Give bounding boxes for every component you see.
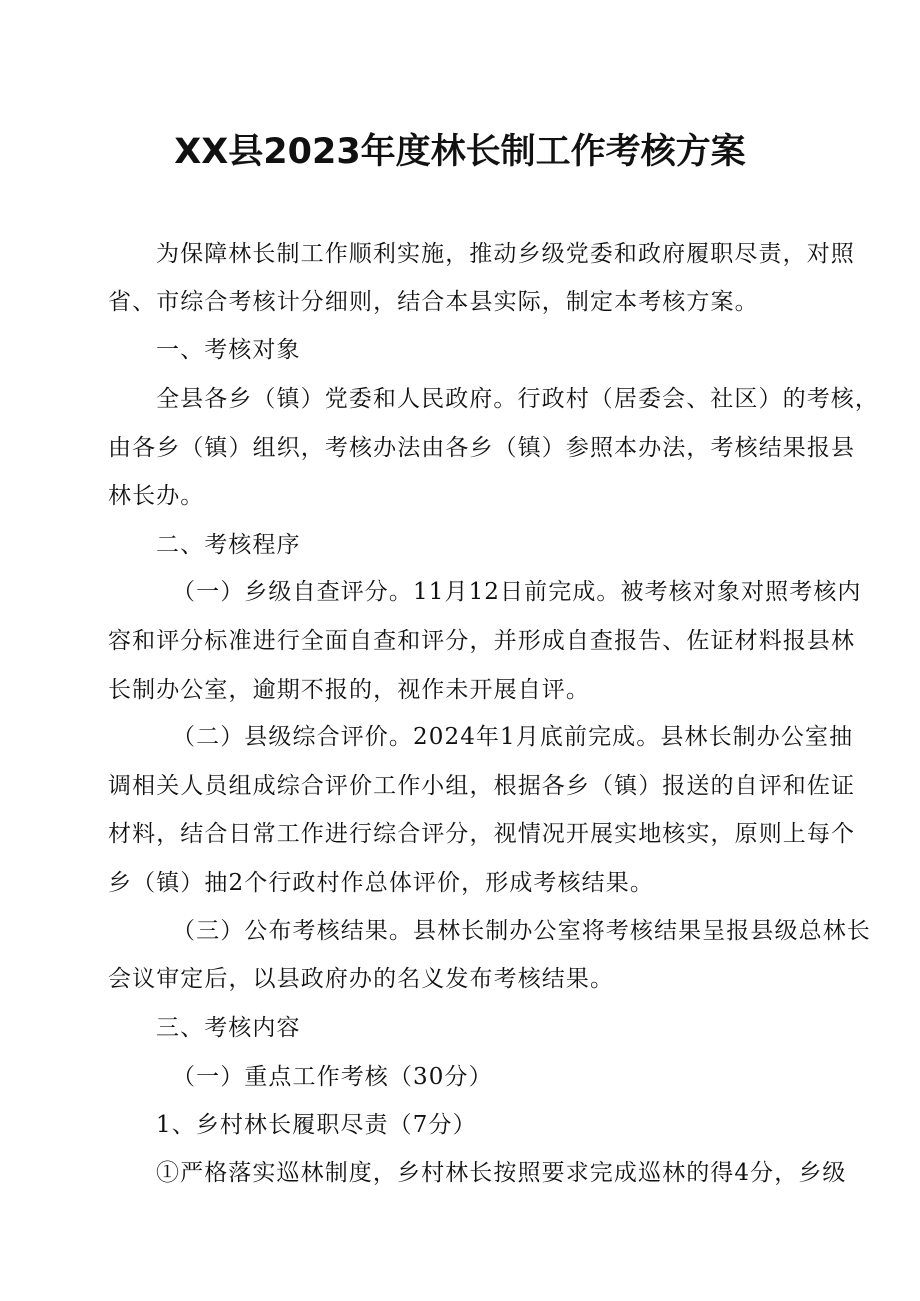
section-heading: 二、考核程序 bbox=[156, 532, 301, 558]
paragraph-line: （一）乡级自查评分。11月12日前完成。被考核对象对照考核内 bbox=[172, 579, 862, 605]
section-heading: 三、考核内容 bbox=[156, 1015, 301, 1041]
paragraph-line: 长制办公室，逾期不报的，视作未开展自评。 bbox=[108, 677, 590, 703]
item-heading: 1、乡村林长履职尽责（7分） bbox=[156, 1112, 477, 1138]
section-heading: 一、考核对象 bbox=[156, 337, 301, 363]
paragraph-line: 全县各乡（镇）党委和人民政府。行政村（居委会、社区）的考核， bbox=[156, 386, 879, 412]
paragraph-line: 由各乡（镇）组织，考核办法由各乡（镇）参照本办法，考核结果报县 bbox=[108, 435, 856, 461]
paragraph-line: 容和评分标准进行全面自查和评分，并形成自查报告、佐证材料报县林 bbox=[108, 628, 856, 654]
paragraph-line: 林长办。 bbox=[108, 483, 205, 509]
paragraph-line: 材料，结合日常工作进行综合评分，视情况开展实地核实，原则上每个 bbox=[108, 821, 856, 847]
paragraph-line: 乡（镇）抽2个行政村作总体评价，形成考核结果。 bbox=[108, 870, 654, 896]
paragraph-line: （三）公布考核结果。县林长制办公室将考核结果呈报县级总林长 bbox=[172, 918, 871, 944]
paragraph-line: 省、市综合考核计分细则，结合本县实际，制定本考核方案。 bbox=[108, 289, 759, 315]
paragraph-line: （二）县级综合评价。2024年1月底前完成。县林长制办公室抽 bbox=[172, 724, 854, 750]
paragraph-line: 为保障林长制工作顺利实施，推动乡级党委和政府履职尽责，对照 bbox=[156, 241, 855, 267]
paragraph-line: 调相关人员组成综合评价工作小组，根据各乡（镇）报送的自评和佐证 bbox=[108, 773, 856, 799]
subsection-heading: （一）重点工作考核（30分） bbox=[172, 1064, 493, 1090]
document-title: XX县2023年度林长制工作考核方案 bbox=[174, 132, 746, 172]
paragraph-line: 会议审定后，以县政府办的名义发布考核结果。 bbox=[108, 966, 615, 992]
paragraph-line: ①严格落实巡林制度，乡村林长按照要求完成巡林的得4分，乡级 bbox=[156, 1160, 847, 1186]
